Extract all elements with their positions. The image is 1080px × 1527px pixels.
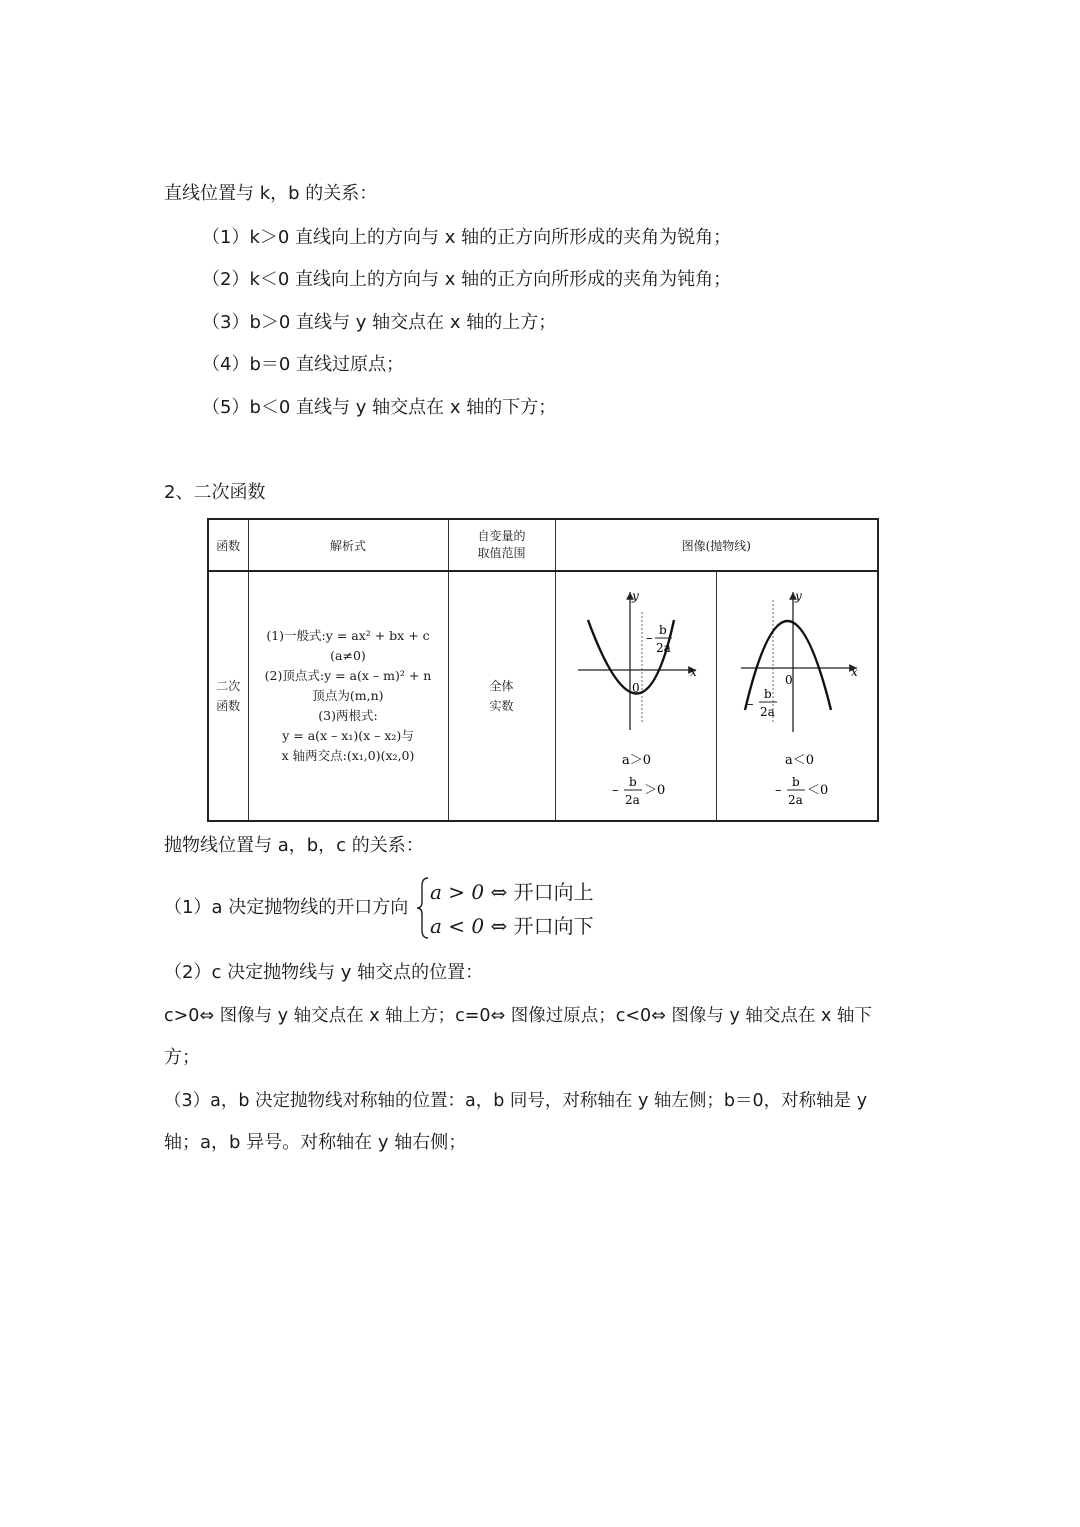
quadratic-function-table (207, 518, 879, 822)
left-brace (416, 876, 430, 940)
item2-detail-line2: 方； (164, 1047, 200, 1068)
origin-label: 0 (631, 681, 640, 695)
section3-title: 抛物线位置与 a，b，c 的关系： (164, 835, 424, 856)
list-item: （1）k＞0 直线向上的方向与 x 轴的正方向所形成的夹角为锐角； (202, 227, 732, 248)
list-item: （5）b＜0 直线与 y 轴交点在 x 轴的下方； (202, 397, 557, 418)
item3-line1: （3）a，b 决定抛物线对称轴的位置：a，b 同号，对称轴在 y 轴左侧；b＝0，对称轴是 y (164, 1091, 868, 1111)
section2-title: 2、二次函数 (164, 482, 266, 503)
condition-suffix: ＜0 (806, 783, 828, 798)
y-label: y (631, 589, 639, 603)
item3-line2: 轴；a，b 异号。对称轴在 y 轴右侧； (164, 1132, 467, 1153)
list-item: （3）b＞0 直线与 y 轴交点在 x 轴的上方； (202, 312, 557, 333)
condition-suffix: ＞0 (643, 783, 665, 798)
condition-minus: – (611, 783, 618, 798)
parabola-down-graph (717, 572, 879, 820)
parabola-up-graph (556, 572, 717, 820)
condition-a: a＜0 (784, 753, 814, 768)
header-domain: 自变量的 取值范围 (448, 519, 555, 571)
y-label: y (794, 589, 802, 603)
x-label: x (850, 665, 858, 679)
cell-function-name: 二次 函数 (208, 571, 248, 821)
condition-num: b (628, 775, 637, 789)
x-label: x (689, 665, 697, 679)
list-item: （2）k＜0 直线向上的方向与 x 轴的正方向所形成的夹角为钝角； (202, 269, 732, 290)
vertex-num: b (658, 623, 667, 637)
cell-domain: 全体 实数 (448, 571, 555, 821)
header-function: 函数 (208, 519, 248, 571)
item1-prefix: （1）a 决定抛物线的开口方向 (164, 897, 409, 918)
vertex-den: 2a (759, 705, 775, 719)
condition-num: b (791, 775, 800, 789)
condition-minus: – (774, 783, 781, 798)
header-graph: 图像(抛物线) (555, 519, 878, 571)
vertex-den: 2a (655, 641, 671, 655)
cell-graph-downward (716, 571, 878, 821)
section1-title: 直线位置与 k，b 的关系： (164, 183, 378, 204)
origin-label: 0 (784, 673, 793, 687)
list-item: （4）b＝0 直线过原点； (202, 354, 405, 375)
item2-detail-line1: c>0⇔ 图像与 y 轴交点在 x 轴上方；c=0⇔ 图像过原点；c<0⇔ 图像与 y 轴交点在 x 轴下 (164, 1006, 872, 1026)
condition-den: 2a (624, 793, 640, 807)
parabola-down-curve (745, 621, 831, 710)
vertex-minus: – (746, 697, 753, 712)
case-a-positive: a > 0 ⇔ 开口向上 (430, 880, 594, 904)
cell-formulas: (1)一般式:y = ax² + bx + c (a≠0) (2)顶点式:y = a(x – m)² + n 顶点为(m,n) (3)两根式: y = a(x – x₁)(x – x₂)与 x 轴两交点:(x₁,0)(x₂,0) (248, 571, 448, 821)
condition-a: a＞0 (621, 753, 651, 768)
case-a-negative: a < 0 ⇔ 开口向下 (430, 914, 594, 938)
item2: （2）c 决定抛物线与 y 轴交点的位置： (164, 962, 484, 983)
vertex-num: b (763, 687, 772, 701)
condition-den: 2a (787, 793, 803, 807)
vertex-minus: – (645, 631, 652, 646)
cell-graph-upward (555, 571, 716, 821)
header-expression: 解析式 (248, 519, 448, 571)
